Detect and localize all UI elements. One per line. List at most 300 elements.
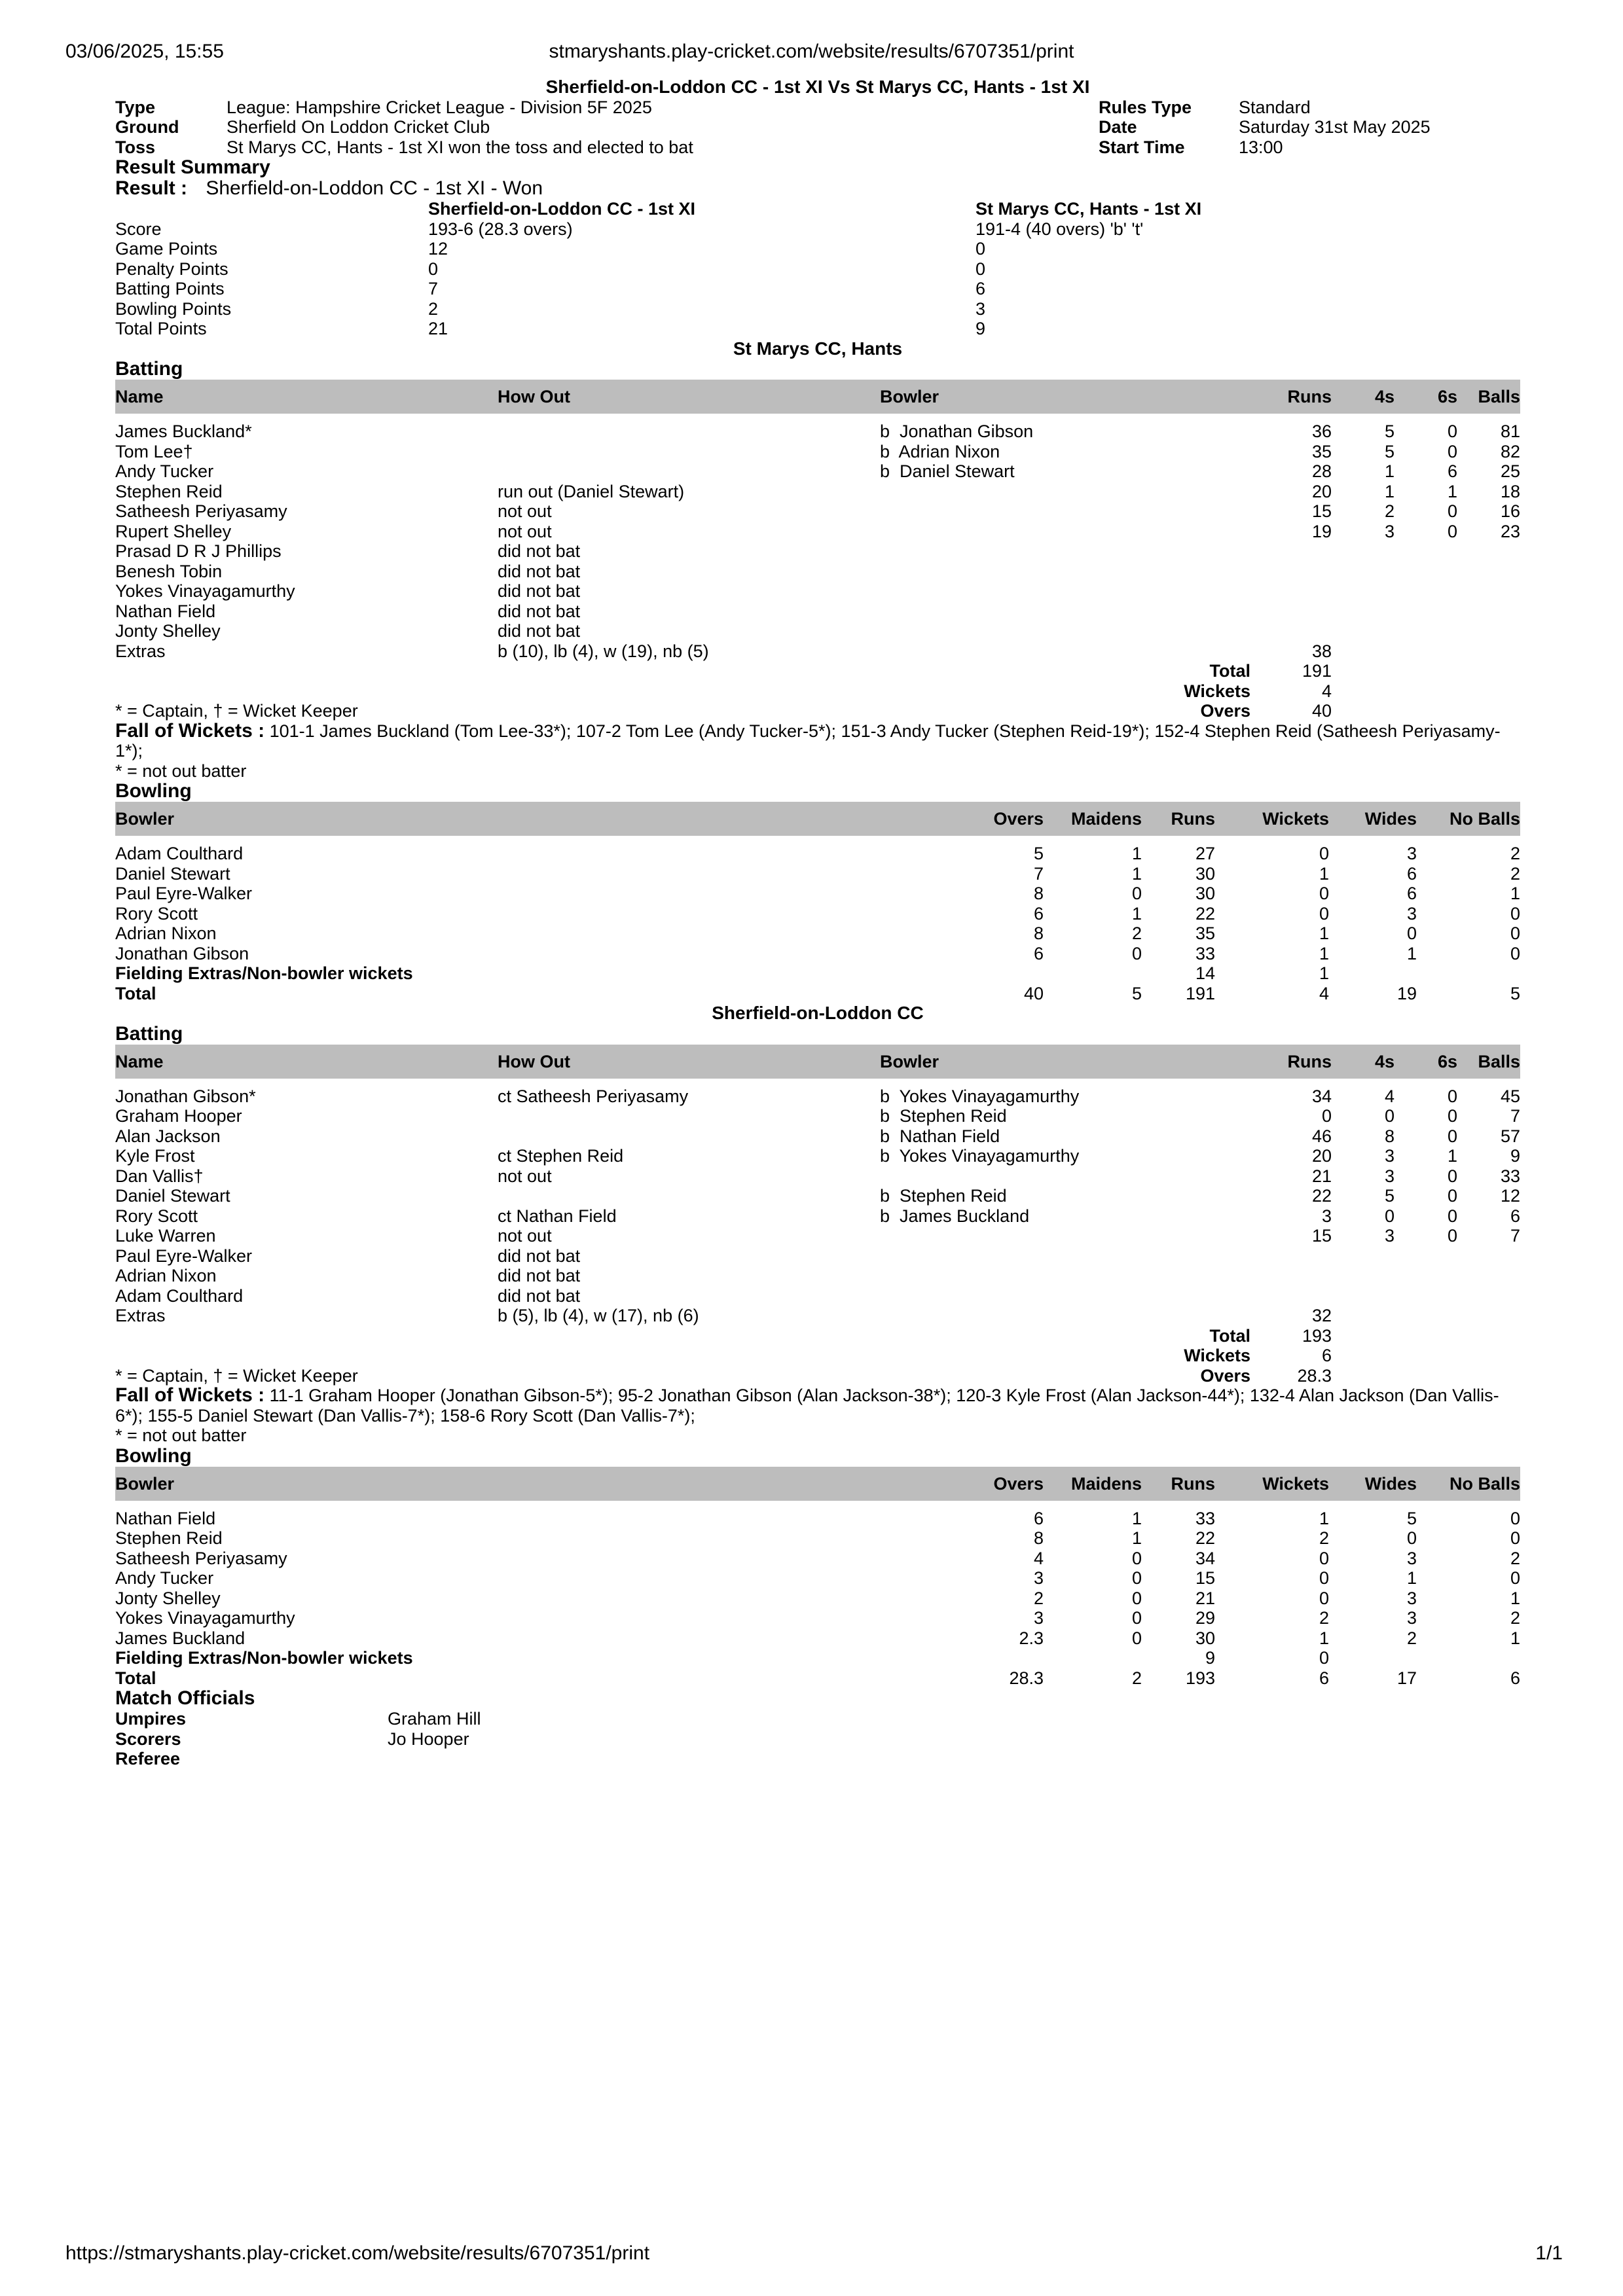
batter-balls: 9 (1510, 1146, 1520, 1166)
dismissal-bowler (880, 482, 1260, 502)
batter-name: Satheesh Periyasamy (115, 501, 287, 521)
batter-fours (1332, 562, 1395, 582)
bowler-wickets: 1 (1319, 943, 1329, 963)
bowler-maidens: 1 (1131, 1508, 1142, 1528)
batter-balls (1457, 541, 1520, 562)
batter-fours: 3 (1384, 1146, 1395, 1166)
dismissal-bowler (880, 641, 1260, 662)
innings-2 (115, 1003, 1520, 1688)
fow-text: 101-1 James Buckland (Tom Lee-33*); 107-2 Tom Lee (Andy Tucker-5*); 151-3 Andy Tucker (Stephen Reid-19*); 152-4 Stephen Reid (Satheesh Periyasamy-1*); (115, 721, 1501, 761)
points-team1: 2 (428, 298, 439, 319)
total-overs: 28.3 (1009, 1668, 1044, 1688)
batter-sixes: 1 (1447, 481, 1457, 501)
batter-runs: 32 (1311, 1306, 1332, 1325)
batter-balls (1457, 1246, 1520, 1266)
dismissal-bowler (880, 522, 1260, 542)
dismissal-bowler (880, 601, 1260, 622)
points-team1: 12 (428, 239, 448, 259)
how-out: not out (498, 521, 552, 541)
bowler-runs: 22 (1195, 1528, 1215, 1548)
batter-balls (1457, 1306, 1520, 1326)
points-team2: 191-4 (40 overs) 'b' 't' (976, 219, 1144, 239)
how-out: did not bat (498, 1285, 581, 1306)
batter-name: Tom Lee† (115, 441, 193, 461)
dismissal-bowler: b Yokes Vinayagamurthy (880, 1146, 1080, 1166)
batter-fours: 5 (1384, 441, 1395, 461)
points-team2: 9 (976, 319, 986, 338)
bowler-maidens: 1 (1131, 844, 1142, 863)
how-out-col-header: How Out (498, 1045, 880, 1079)
points-label: Game Points (115, 239, 218, 259)
bowling-total-row (115, 1668, 1520, 1689)
batter-name: Prasad D R J Phillips (115, 541, 282, 561)
bowler-no-balls: 2 (1510, 1608, 1520, 1628)
batter-sixes (1395, 641, 1457, 662)
filler (1329, 1648, 1417, 1668)
batter-sixes (1395, 562, 1457, 582)
bowler-no-balls: 2 (1510, 1548, 1520, 1568)
batter-name: Kyle Frost (115, 1146, 195, 1166)
bowler-col-header: Bowler (880, 1045, 1260, 1079)
innings-overs-label: Overs (1200, 701, 1250, 721)
how-out (498, 1126, 880, 1147)
rules-value: Standard (1239, 97, 1311, 117)
overs-col-header: Overs (953, 1467, 1044, 1501)
runs-col-header: Runs (1260, 380, 1332, 414)
bowler-wides: 3 (1406, 1548, 1417, 1568)
how-out (498, 422, 880, 442)
print-datetime: 03/06/2025, 15:55 (65, 41, 224, 62)
ground-value: Sherfield On Loddon Cricket Club (227, 117, 490, 137)
batter-sixes: 0 (1447, 501, 1457, 521)
fielding-wickets: 0 (1319, 1648, 1329, 1668)
batting-heading: Batting (115, 1022, 183, 1045)
points-team1: 7 (428, 279, 439, 298)
batting-row (115, 501, 1520, 522)
scorers-label: Scorers (115, 1729, 181, 1749)
date-value: Saturday 31st May 2025 (1239, 117, 1431, 137)
bowler-no-balls: 1 (1510, 884, 1520, 903)
batter-balls: 45 (1500, 1086, 1520, 1106)
runs-col-header: Runs (1142, 802, 1215, 836)
bowler-maidens: 1 (1131, 903, 1142, 924)
bowler-maidens: 0 (1131, 1588, 1142, 1608)
fall-of-wickets (115, 1386, 1520, 1426)
innings-total-label: Total (1209, 661, 1250, 681)
total-runs: 193 (1185, 1668, 1215, 1688)
fielding-extras-label: Fielding Extras/Non-bowler wickets (115, 1648, 413, 1668)
dismissal-bowler: b Yokes Vinayagamurthy (880, 1086, 1080, 1106)
bowler-wides: 1 (1406, 1568, 1417, 1588)
how-out (498, 442, 880, 462)
batter-fours: 8 (1384, 1126, 1395, 1146)
batter-fours: 3 (1384, 521, 1395, 541)
batter-balls: 18 (1500, 481, 1520, 501)
batter-sixes (1395, 541, 1457, 562)
batter-runs: 21 (1311, 1166, 1332, 1186)
bowler-name: Jonty Shelley (115, 1588, 221, 1608)
ground-label: Ground (115, 117, 179, 137)
result-summary-heading: Result Summary (115, 156, 270, 178)
points-team1: 0 (428, 259, 439, 279)
batter-runs: 46 (1311, 1126, 1332, 1146)
batter-balls (1457, 581, 1520, 601)
bowler-overs: 7 (1033, 863, 1044, 884)
bowling-total-label: Total (115, 1668, 156, 1688)
rules-label: Rules Type (1099, 97, 1192, 117)
batting-header-row (115, 380, 1520, 414)
bowler-wickets: 0 (1319, 1588, 1329, 1608)
runs-col-header: Runs (1142, 1467, 1215, 1501)
innings-overs-label: Overs (1200, 1365, 1250, 1386)
page-number: 1/1 (1535, 2242, 1563, 2264)
type-value: League: Hampshire Cricket League - Division 5F 2025 (227, 97, 652, 117)
fow-label: Fall of Wickets : (115, 1384, 265, 1406)
bowler-wickets: 0 (1319, 1568, 1329, 1588)
runs-col-header: Runs (1260, 1045, 1332, 1079)
points-label: Score (115, 219, 162, 239)
bowler-overs: 8 (1033, 884, 1044, 903)
points-rows (115, 219, 1520, 339)
batter-sixes (1395, 621, 1457, 641)
bowler-wides: 3 (1406, 903, 1417, 924)
toss-label: Toss (115, 137, 156, 157)
bowler-name: Stephen Reid (115, 1528, 223, 1548)
fow-text: 11-1 Graham Hooper (Jonathan Gibson-5*); 95-2 Jonathan Gibson (Alan Jackson-38*); 120-3 Kyle Frost (Alan Jackson-44*); 132-4 Alan Jackson (Dan Vallis-6*); 155-5 Daniel Stewart (Dan Vallis-7*); 158-6 Rory Scott (Dan Vallis-7*); (115, 1386, 1499, 1426)
spacer (115, 1501, 1520, 1509)
name-col-header: Name (115, 1045, 498, 1079)
bowler-no-balls: 0 (1510, 1508, 1520, 1528)
team1-heading: Sherfield-on-Loddon CC - 1st XI (428, 199, 695, 219)
bowler-overs: 4 (1033, 1548, 1044, 1568)
batter-sixes (1395, 581, 1457, 601)
bowler-no-balls: 0 (1510, 943, 1520, 963)
innings-overs-value: 28.3 (1297, 1365, 1332, 1386)
how-out-col-header: How Out (498, 380, 880, 414)
umpires-value: Graham Hill (388, 1709, 481, 1729)
points-label: Penalty Points (115, 259, 228, 279)
how-out: did not bat (498, 541, 581, 561)
batter-balls: 33 (1500, 1166, 1520, 1186)
how-out: ct Satheesh Periyasamy (498, 1086, 689, 1106)
spacer (115, 414, 1520, 422)
batter-fours (1332, 1246, 1395, 1266)
filler (1332, 661, 1520, 681)
how-out: run out (Daniel Stewart) (498, 481, 685, 501)
batter-runs: 34 (1311, 1086, 1332, 1106)
batting-heading: Batting (115, 358, 183, 380)
innings-wickets-label: Wickets (1184, 1346, 1250, 1365)
filler (1417, 963, 1520, 984)
team2-heading: St Marys CC, Hants - 1st XI (976, 199, 1202, 219)
bowler-wides: 3 (1406, 844, 1417, 863)
fow-label: Fall of Wickets : (115, 719, 265, 742)
wides-col-header: Wides (1329, 1467, 1417, 1501)
bowler-name: Jonathan Gibson (115, 943, 249, 963)
batter-runs: 15 (1311, 1226, 1332, 1246)
result-label: Result : (115, 177, 188, 199)
bowler-no-balls: 0 (1510, 903, 1520, 924)
innings-team-title: St Marys CC, Hants (733, 338, 903, 359)
bowler-name: Paul Eyre-Walker (115, 884, 253, 903)
batter-fours: 3 (1384, 1226, 1395, 1246)
batter-fours (1332, 1306, 1395, 1326)
bowler-wickets: 0 (1319, 844, 1329, 863)
batter-runs (1260, 1246, 1332, 1266)
dismissal-bowler (880, 1166, 1260, 1187)
how-out: did not bat (498, 601, 581, 621)
bowler-name: Adam Coulthard (115, 844, 244, 863)
batter-balls: 23 (1500, 521, 1520, 541)
batter-fours (1332, 641, 1395, 662)
batter-name: Adrian Nixon (115, 1266, 217, 1285)
bowler-runs: 21 (1195, 1588, 1215, 1608)
batter-name: Stephen Reid (115, 481, 223, 501)
batting-row (115, 1306, 1520, 1326)
how-out: did not bat (498, 1266, 581, 1285)
batter-sixes: 0 (1447, 1206, 1457, 1226)
bowler-name: Adrian Nixon (115, 924, 217, 943)
dismissal-bowler: b Jonathan Gibson (880, 422, 1034, 441)
bowler-wickets: 0 (1319, 903, 1329, 924)
fielding-runs: 14 (1195, 963, 1215, 983)
batting-row (115, 461, 1520, 482)
batter-balls (1457, 621, 1520, 641)
batter-name: Paul Eyre-Walker (115, 1246, 253, 1266)
how-out: not out (498, 1166, 552, 1186)
batting-row (115, 1146, 1520, 1166)
batter-balls (1457, 1286, 1520, 1306)
innings-total-row (115, 1346, 1520, 1366)
batter-sixes (1395, 1266, 1457, 1286)
batter-fours: 1 (1384, 481, 1395, 501)
maidens-col-header: Maidens (1044, 802, 1142, 836)
wickets-col-header: Wickets (1215, 1467, 1329, 1501)
batter-sixes: 0 (1447, 1126, 1457, 1146)
match-info (115, 98, 1520, 158)
referee-label: Referee (115, 1749, 181, 1768)
batter-balls: 81 (1500, 422, 1520, 441)
bowler-no-balls: 0 (1510, 924, 1520, 943)
filler (1417, 1648, 1520, 1668)
batter-sixes: 0 (1447, 521, 1457, 541)
dismissal-bowler: b Daniel Stewart (880, 461, 1015, 481)
batting-row (115, 1126, 1520, 1147)
type-label: Type (115, 97, 156, 117)
bowler-maidens: 0 (1131, 1568, 1142, 1588)
bowler-maidens: 2 (1131, 924, 1142, 943)
print-url: stmaryshants.play-cricket.com/website/results/6707351/print (549, 41, 1074, 62)
batting-row (115, 1186, 1520, 1206)
bowler-overs: 6 (1033, 1508, 1044, 1528)
how-out: b (10), lb (4), w (19), nb (5) (498, 641, 709, 661)
batter-runs: 36 (1311, 422, 1332, 441)
bowling-row (115, 924, 1520, 944)
bowling-row (115, 904, 1520, 924)
points-row (115, 259, 1520, 279)
fielding-extras-label: Fielding Extras/Non-bowler wickets (115, 963, 413, 983)
points-label: Bowling Points (115, 298, 232, 319)
bowler-maidens: 1 (1131, 1528, 1142, 1548)
batter-sixes: 0 (1447, 1166, 1457, 1186)
batter-fours: 5 (1384, 422, 1395, 441)
how-out (498, 461, 880, 482)
batter-sixes: 0 (1447, 1086, 1457, 1106)
points-team2: 3 (976, 298, 986, 319)
bowler-wides: 2 (1406, 1628, 1417, 1648)
scorers-value: Jo Hooper (388, 1729, 469, 1749)
bowler-maidens: 0 (1131, 884, 1142, 903)
dismissal-bowler (880, 562, 1260, 582)
batter-sixes: 6 (1447, 461, 1457, 481)
bowler-name: Rory Scott (115, 903, 198, 924)
wides-col-header: Wides (1329, 802, 1417, 836)
fielding-extras-row (115, 963, 1520, 984)
name-col-header: Name (115, 380, 498, 414)
batter-balls: 12 (1500, 1186, 1520, 1206)
bowler-no-balls: 2 (1510, 863, 1520, 884)
fielding-wickets: 1 (1319, 963, 1329, 983)
total-no-balls: 5 (1510, 983, 1520, 1003)
no-balls-col-header: No Balls (1417, 802, 1520, 836)
filler (1332, 1346, 1520, 1366)
bowler-maidens: 0 (1131, 1608, 1142, 1628)
bowler-overs: 3 (1033, 1568, 1044, 1588)
bowler-maidens: 0 (1131, 1548, 1142, 1568)
bowler-col-header: Bowler (880, 380, 1260, 414)
batter-runs (1260, 601, 1332, 622)
filler (953, 963, 1044, 984)
bowler-overs: 2 (1033, 1588, 1044, 1608)
batting-header-row (115, 1045, 1520, 1079)
footer-url: https://stmaryshants.play-cricket.com/website/results/6707351/print (65, 2242, 650, 2264)
batter-balls (1457, 641, 1520, 662)
points-row (115, 299, 1520, 319)
innings-total-value: 193 (1302, 1325, 1332, 1346)
batting-row (115, 641, 1520, 662)
bowling-row (115, 884, 1520, 904)
batting-row (115, 522, 1520, 542)
bowling-table (115, 1467, 1520, 1689)
dismissal-bowler (880, 621, 1260, 641)
filler (1332, 681, 1520, 702)
filler (1332, 1326, 1520, 1346)
how-out: did not bat (498, 561, 581, 581)
bowler-name: James Buckland (115, 1628, 246, 1648)
batter-name: Luke Warren (115, 1226, 216, 1246)
points-row (115, 319, 1520, 339)
batter-balls: 82 (1500, 441, 1520, 461)
points-row (115, 279, 1520, 299)
start-value: 13:00 (1239, 137, 1283, 157)
bowler-no-balls: 2 (1510, 844, 1520, 863)
bowler-wickets: 1 (1319, 1508, 1329, 1528)
batter-fours: 2 (1384, 501, 1395, 521)
batter-runs: 0 (1321, 1106, 1332, 1126)
balls-col-header: Balls (1457, 380, 1520, 414)
how-out: did not bat (498, 1246, 581, 1266)
bowler-no-balls: 1 (1510, 1628, 1520, 1648)
dismissal-bowler (880, 1306, 1260, 1326)
fielding-extras-row (115, 1648, 1520, 1668)
batter-balls (1457, 562, 1520, 582)
bowler-overs: 2.3 (1019, 1628, 1044, 1648)
bowler-overs: 3 (1033, 1608, 1044, 1628)
batter-fours (1332, 581, 1395, 601)
overs-col-header: Overs (953, 802, 1044, 836)
umpires-label: Umpires (115, 1709, 187, 1729)
bowler-wides: 6 (1406, 884, 1417, 903)
batter-runs (1260, 1286, 1332, 1306)
how-out: not out (498, 501, 552, 521)
bowler-runs: 27 (1195, 844, 1215, 863)
bowler-wickets: 0 (1319, 1548, 1329, 1568)
batter-sixes: 1 (1447, 1146, 1457, 1166)
batter-runs: 35 (1311, 441, 1332, 461)
start-label: Start Time (1099, 137, 1185, 157)
bowler-name: Daniel Stewart (115, 863, 230, 884)
bowler-maidens: 1 (1131, 863, 1142, 884)
overs-label-cell (115, 701, 1260, 721)
bowling-heading: Bowling (115, 1444, 192, 1467)
bowler-wickets: 1 (1319, 863, 1329, 884)
batter-balls: 7 (1510, 1106, 1520, 1126)
bowling-row (115, 1608, 1520, 1628)
bowling-row (115, 1509, 1520, 1529)
bowler-wickets: 1 (1319, 1628, 1329, 1648)
filler (1329, 963, 1417, 984)
innings-total-row (115, 1326, 1520, 1346)
legend-key: * = Captain, † = Wicket Keeper (115, 701, 358, 721)
bowler-runs: 33 (1195, 1508, 1215, 1528)
batter-fours: 5 (1384, 1186, 1395, 1206)
batter-name: Jonathan Gibson* (115, 1086, 256, 1106)
bowler-wides: 5 (1406, 1508, 1417, 1528)
batter-fours (1332, 1266, 1395, 1286)
bowler-name: Andy Tucker (115, 1568, 214, 1588)
batting-row (115, 422, 1520, 442)
batter-name: James Buckland* (115, 422, 252, 441)
batting-row (115, 1266, 1520, 1286)
batter-sixes: 0 (1447, 441, 1457, 461)
match-title: Sherfield-on-Loddon CC - 1st XI Vs St Marys CC, Hants - 1st XI (545, 77, 1090, 97)
batter-fours (1332, 1286, 1395, 1306)
bowling-row (115, 864, 1520, 884)
batter-runs: 15 (1311, 501, 1332, 521)
dismissal-bowler: b Adrian Nixon (880, 441, 1000, 461)
how-out: not out (498, 1226, 552, 1246)
dismissal-bowler (880, 581, 1260, 601)
batting-row (115, 1166, 1520, 1187)
total-wickets: 4 (1319, 983, 1329, 1003)
bowler-runs: 15 (1195, 1568, 1215, 1588)
dismissal-bowler (880, 501, 1260, 522)
batter-name: Adam Coulthard (115, 1285, 244, 1306)
batter-balls: 16 (1500, 501, 1520, 521)
points-team2: 6 (976, 279, 986, 298)
bowling-total-row (115, 984, 1520, 1004)
bowler-overs: 8 (1033, 924, 1044, 943)
points-label: Total Points (115, 319, 207, 338)
bowler-name: Nathan Field (115, 1508, 216, 1528)
batter-runs: 3 (1321, 1206, 1332, 1226)
batter-sixes: 0 (1447, 1226, 1457, 1246)
batter-name: Andy Tucker (115, 461, 214, 481)
innings-wickets-value: 6 (1321, 1346, 1332, 1365)
points-row (115, 219, 1520, 240)
how-out: ct Nathan Field (498, 1206, 617, 1226)
bowling-total-label: Total (115, 983, 156, 1003)
